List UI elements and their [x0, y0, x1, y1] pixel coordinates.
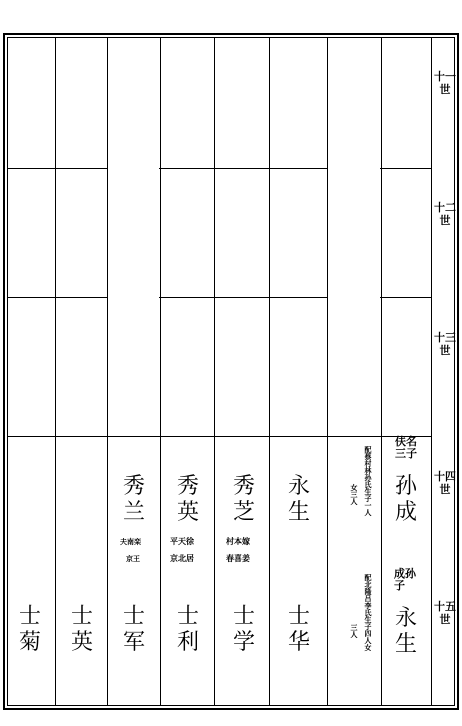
yong-sheng-note: 成孙子	[394, 567, 416, 592]
wife-note-1: 配蔡村林孙氏生子一人	[364, 446, 373, 516]
xiu-lan-note2: 京王	[126, 554, 140, 563]
column-divider	[214, 37, 215, 706]
column-divider	[381, 37, 382, 706]
blank-area	[328, 38, 380, 435]
xiu-ying-note: 平天徐	[170, 536, 194, 546]
wife-note-1b: 女三人	[350, 484, 359, 505]
child-name: 士学	[232, 604, 255, 655]
xiu-zhi-note2: 春喜姜	[226, 553, 250, 563]
generation-label-14: 十四世	[434, 470, 456, 496]
child-name: 士菊	[18, 604, 41, 655]
child-name: 士军	[122, 604, 145, 655]
child-name: 士华	[287, 604, 310, 655]
xiu-zhi-name: 秀芝	[232, 474, 255, 525]
child-name: 士英	[70, 604, 93, 655]
xiu-lan-note: 夫南栾	[120, 537, 141, 546]
wife-note-2: 配北隆吕李氏生子四人女	[364, 574, 373, 651]
xiu-zhi-note: 村本嫁	[226, 536, 250, 546]
column-divider	[55, 37, 56, 706]
row-divider	[7, 436, 431, 437]
sun-cheng-name: 孙成	[394, 474, 417, 525]
generation-label-12: 十二世	[434, 201, 456, 227]
column-divider	[160, 37, 161, 706]
generation-column-divider	[431, 37, 432, 706]
sun-cheng-note: 伕名三子	[395, 435, 417, 460]
xiu-ying-name: 秀英	[176, 474, 199, 525]
generation-label-15: 十五世	[434, 600, 456, 626]
xiu-ying-note2: 京北居	[170, 553, 194, 563]
xiu-lan-name: 秀兰	[122, 474, 145, 525]
child-name: 士利	[176, 604, 199, 655]
generation-label-11: 十一世	[434, 70, 456, 96]
wife-note-2b: 三人	[350, 624, 359, 638]
yong-sheng-name: 永生	[287, 474, 310, 525]
column-divider	[269, 37, 270, 706]
yong-sheng-top-name: 永生	[394, 606, 417, 657]
blank-area	[108, 38, 159, 435]
generation-label-13: 十三世	[434, 331, 456, 357]
